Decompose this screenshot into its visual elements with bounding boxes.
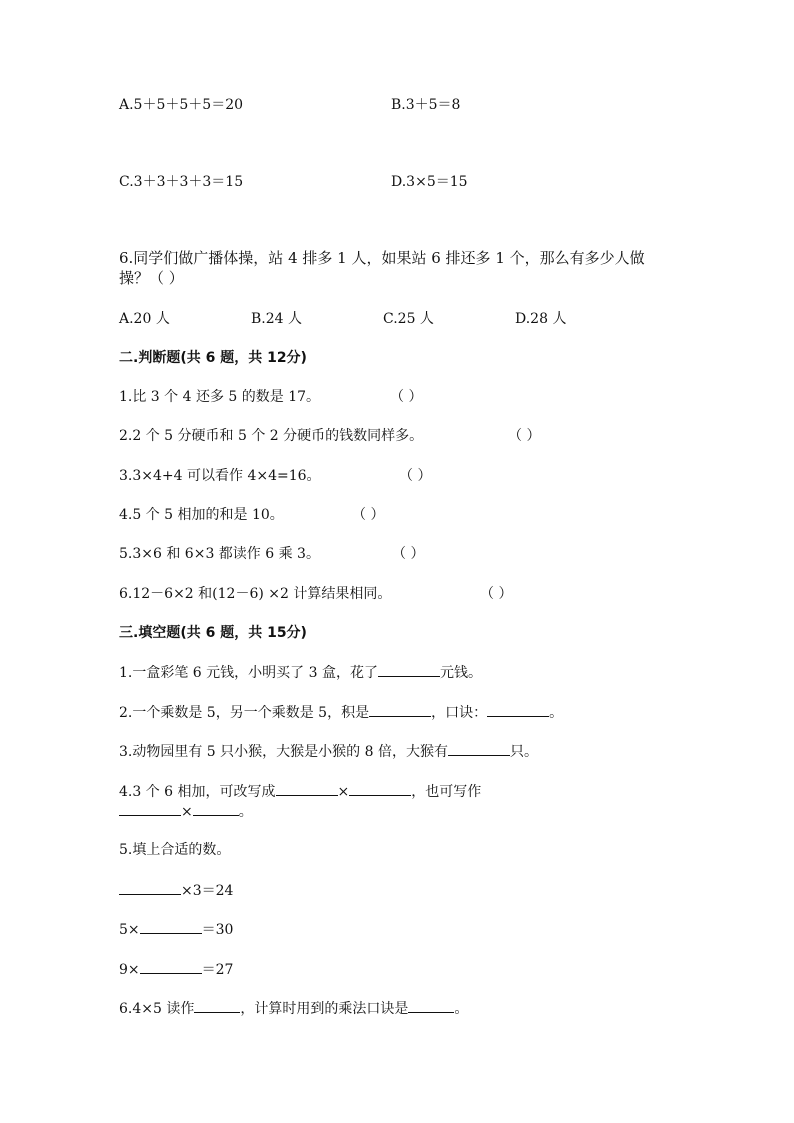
fill-q4-line1	[119, 781, 481, 802]
fill-blank[interactable]	[276, 781, 338, 796]
tf-item-5: 5.3×6 和 6×3 都读作 6 乘 3。	[119, 546, 320, 562]
section2-title: 二.判断题(共 6 题，共 12分)	[119, 350, 307, 366]
fill-q2-text-b: ，口诀：	[431, 705, 488, 721]
fill-q4-line2	[119, 801, 253, 822]
fill-q3	[119, 741, 538, 762]
tf-item-4: 4.5 个 5 相加的和是 10。	[119, 507, 284, 523]
fill-blank[interactable]	[378, 662, 440, 677]
q6-option-d: D.28 人	[515, 311, 567, 327]
fill-blank[interactable]	[408, 998, 454, 1013]
fill-q4-text-d: ×	[181, 804, 193, 820]
fill-q2-text-a: 2.一个乘数是 5，另一个乘数是 5，积是	[119, 705, 370, 721]
fill-q5-row1	[119, 880, 233, 901]
tf-item-4-paren: （ ）	[352, 507, 385, 523]
fill-q3-text-b: 只。	[509, 744, 538, 760]
fill-q4-text-c: ，也可写作	[411, 784, 482, 800]
fill-q5-row2	[119, 919, 233, 940]
tf-item-5-paren: （ ）	[392, 546, 425, 562]
fill-q6	[119, 998, 468, 1019]
fill-blank[interactable]	[487, 702, 549, 717]
fill-blank[interactable]	[140, 959, 202, 974]
fill-q1-text-a: 1.一盒彩笔 6 元钱，小明买了 3 盒，花了	[119, 665, 378, 681]
fill-blank[interactable]	[193, 801, 239, 816]
fill-q2-text-c: 。	[549, 705, 564, 721]
fill-q5-row3	[119, 959, 233, 980]
q6-stem-line2: 操？（ ）	[119, 269, 184, 287]
tf-item-3-paren: （ ）	[399, 468, 432, 484]
fill-q6-text-a: 6.4×5 读作	[119, 1001, 195, 1017]
fill-q5-row1-text: ×3＝24	[181, 883, 234, 899]
fill-q1-text-b: 元钱。	[439, 665, 482, 681]
tf-item-1: 1.比 3 个 4 还多 5 的数是 17。	[119, 389, 321, 405]
fill-q5-title: 5.填上合适的数。	[119, 842, 231, 858]
fill-q4-text-e: 。	[238, 804, 253, 820]
q5-option-d: D.3×5＝15	[391, 174, 468, 190]
fill-q4-text-b: ×	[337, 784, 350, 800]
fill-q2	[119, 702, 563, 723]
tf-item-2-paren: （ ）	[508, 428, 541, 444]
q5-option-b: B.3＋5＝8	[391, 97, 461, 113]
fill-q6-text-c: 。	[454, 1001, 469, 1017]
q6-option-a: A.20 人	[119, 311, 170, 327]
fill-q5-row3-text-b: ＝27	[201, 962, 234, 978]
tf-item-6-paren: （ ）	[480, 586, 513, 602]
q5-option-c: C.3＋3＋3＋3＝15	[119, 174, 244, 190]
fill-blank[interactable]	[140, 919, 202, 934]
fill-q5-row2-text-b: ＝30	[201, 922, 234, 938]
tf-item-3: 3.3×4+4 可以看作 4×4=16。	[119, 468, 321, 484]
section3-title: 三.填空题(共 6 题，共 15分)	[119, 625, 307, 641]
fill-q5-row2-text-a: 5×	[119, 922, 140, 938]
fill-blank[interactable]	[448, 741, 510, 756]
fill-blank[interactable]	[349, 781, 411, 796]
fill-q6-text-b: ，计算时用到的乘法口诀是	[240, 1001, 409, 1017]
fill-blank[interactable]	[369, 702, 431, 717]
fill-blank[interactable]	[119, 880, 181, 895]
tf-item-6: 6.12－6×2 和(12－6) ×2 计算结果相同。	[119, 586, 392, 602]
fill-q1	[119, 662, 482, 683]
q5-option-a: A.5＋5＋5＋5＝20	[119, 97, 244, 113]
q6-option-c: C.25 人	[383, 311, 434, 327]
fill-q5-row3-text-a: 9×	[119, 962, 140, 978]
q6-stem-line1: 6.同学们做广播体操，站 4 排多 1 人，如果站 6 排还多 1 个，那么有多少人做	[119, 249, 645, 267]
fill-blank[interactable]	[194, 998, 240, 1013]
fill-q3-text-a: 3.动物园里有 5 只小猴，大猴是小猴的 8 倍，大猴有	[119, 744, 448, 760]
tf-item-2: 2.2 个 5 分硬币和 5 个 2 分硬币的钱数同样多。	[119, 428, 424, 444]
tf-item-1-paren: （ ）	[390, 389, 423, 405]
fill-q4-text-a: 4.3 个 6 相加，可改写成	[119, 784, 276, 800]
q6-option-b: B.24 人	[251, 311, 303, 327]
fill-blank[interactable]	[119, 801, 181, 816]
